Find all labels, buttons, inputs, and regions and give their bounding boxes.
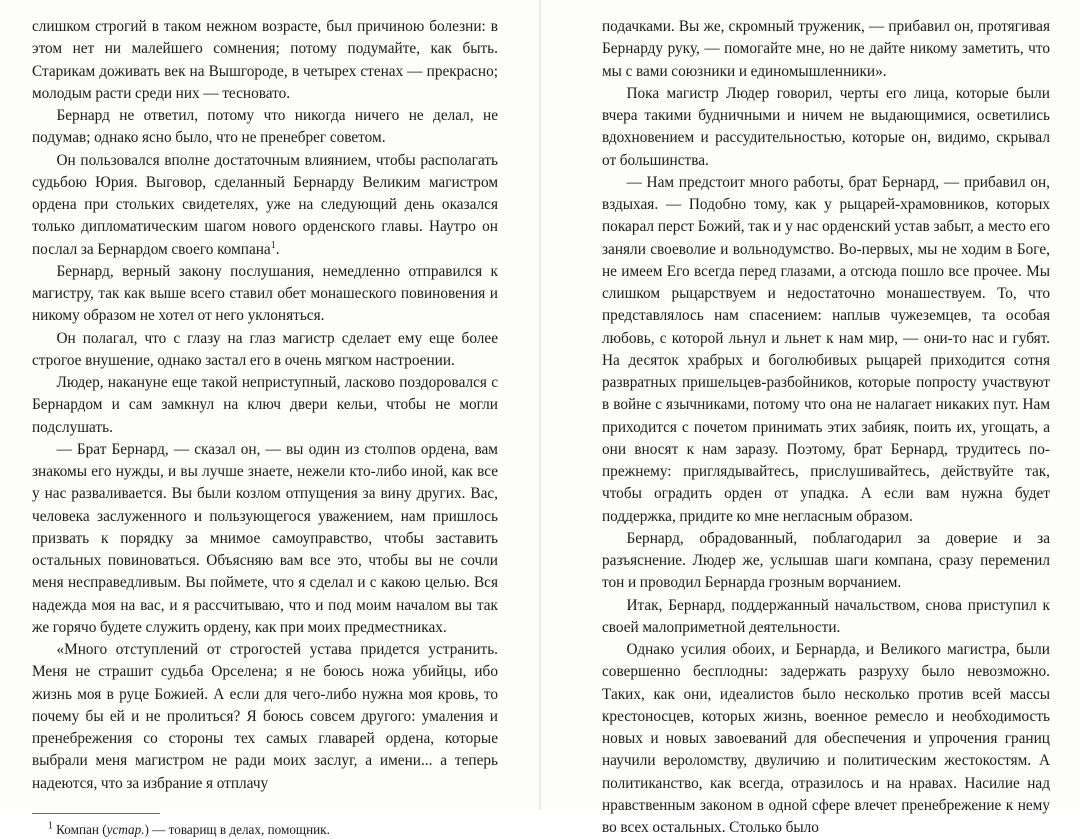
paragraph: Однако усилия обоих, и Бернарда, и Великого магистра, были совершенно бесплодны: задержать разруху было невозможно. Таких, как они, идеалистов было несколько против всей массы крестоносцев, которых жизнь, военное ремесло и необходимость новых и новых завоеваний для обеспечения и упрочения границ научили вероломству, двуличию и политическим жестокостям. А политиканство, как всегда, отразилось и на нравах. Насилие над нравственным законом в одной сфере влечет пренебрежение к нему во всех остальных. Столько было — [602, 641, 1050, 836]
left-column-text — [32, 16, 498, 795]
paragraph: Пока магистр Людер говорил, черты его лица, которые были вчера такими будничными и ничем не выдающимися, осветились вдохновением и рассудительностью, которые он, видимо, скрывал от большинства. — [602, 84, 1050, 169]
paragraph: Итак, Бернард, поддержанный начальством, снова приступил к своей малоприметной деятельности. — [602, 596, 1050, 636]
left-page-column — [0, 0, 540, 837]
paragraph-text: Он пользовался вполне достаточным влиянием, чтобы располагать судьбою Юрия. Выговор, сделанный Бернарду Великим магистром ордена при стольких свидетелях, уже на следующий день оказался только дипломатическим шагом нового орденского главы. Наутро он послал за Бернардом своего компана — [32, 151, 498, 258]
paragraph: слишком строгий в таком нежном возрасте, был причиною болезни: в этом нет ни малейшего сомнения; потому подумайте, как быть. Старикам доживать век на Вышгороде, в четырех стенах — прекрасно; молодым расти среди них — тесновато. — [32, 18, 498, 102]
paragraph: Бернард не ответил, потому что никогда ничего не делал, не подумав; однако ясно было, что не пренебрег советом. — [32, 107, 498, 147]
footnote-text-after: ) — товарищ в делах, помощник. — [144, 821, 330, 837]
footnote-area — [32, 807, 498, 839]
paragraph: — Брат Бернард, — сказал он, — вы один из столпов ордена, вам знакомы его нужды, и вы лучше знаете, нежели кто-либо иной, как все у нас разваливается. Вы были козлом отпущения за вину других. Вас, человека заслуженного и пользующегося уважением, нам пришлось призвать к порядку за мнимое самоуправство, чтобы заставить остальных повиноваться. Объясняю вам все это, чтобы вы не сочли меня несправедливым. Вы поймете, что я сделал и с какою целью. Вся надежда моя на вас, и я рассчитываю, что и под моим началом вы так же горячо будете служить ордену, как при моих предместниках. — [32, 440, 498, 636]
paragraph: Бернард, обрадованный, поблагодарил за доверие и за разъяснение. Людер же, услышав шаги компана, сразу переменил тон и проводил Бернарда грозным ворчанием. — [602, 529, 1050, 592]
paragraph: — Нам предстоит много работы, брат Бернард, — прибавил он, вздыхая. — Подобно тому, как у рыцарей-храмовников, которых покарал перст Божий, так и у нас орденский устав забыт, а место его заняли своеволие и вольнодумство. Во-первых, мы не ходим в Боге, не имеем Его всегда перед глазами, а отсюда пошло все прочее. Мы слишком рыцарствуем и недостаточно монашествуем. То, что представлялось нам спасением: наплыв чужеземцев, та особая любовь, с которой льнул и льнет к нам мир, — они-то нас и губят. На десяток храбрых и боголюбивых рыцарей приходится сотня развратных пришельцев-разбойников, которые попросту участвуют в войне с язычниками, потому что она не налагает никаких пут. Нам приходится с почетом принимать этих забияк, поить их, угощать, а они вносят к нам заразу. Поэтому, брат Бернард, трудитесь по-прежнему: приглядывайтесь, прислушивайтесь, действуйте так, чтобы оградить орден от упадка. А если вам нужна будет поддержка, придите ко мне негласным образом. — [602, 173, 1050, 525]
footnote-reference-marker: 1 — [270, 239, 276, 251]
page-gutter — [539, 0, 541, 810]
paragraph: Он полагал, что с глазу на глаз магистр сделает ему еще более строгое внушение, однако застал его в очень мягком настроении. — [32, 329, 498, 369]
footnote-text — [32, 821, 498, 839]
right-page-column — [540, 0, 1080, 836]
footnote-italic-term: устар. — [106, 821, 145, 837]
right-column-text — [602, 16, 1050, 839]
footnote-separator-rule — [32, 813, 160, 814]
paragraph-with-footnote: Он пользовался вполне достаточным влиянием, чтобы располагать судьбою Юрия. Выговор, сделанный Бернарду Великим магистром ордена при стольких свидетелях, уже на следующий день оказался только дипломатическим шагом нового орденского главы. Наутро он послал за Бернардом своего компана$^1$. — [32, 151, 498, 258]
paragraph: «Много отступлений от строгостей устава придется устранить. Меня не страшит судьба Орселена; я не боюсь ножа убийцы, ибо жизнь моя в руце Божией. А если для чего-либо нужна моя кровь, то почему бы ей и не пролиться? Я боюсь совсем другого: умаления и пренебрежения со стороны тех самых главарей ордена, которые выбрали меня магистром не ради моих заслуг, а имени... а теперь надеются, что за избрание я отплачу — [32, 641, 498, 792]
paragraph: подачками. Вы же, скромный труженик, — прибавил он, протягивая Бернарду руку, — помогайте мне, но не дайте никому заметить, что мы с вами союзники и единомышленники». — [602, 18, 1050, 80]
footnote-number: 1 — [47, 820, 53, 832]
paragraph: Людер, накануне еще такой неприступный, ласково поздоровался с Бернардом и сам замкнул на ключ двери кельи, чтобы не могли подслушать. — [32, 374, 498, 436]
footnote-text-before: Компан ( — [52, 821, 107, 837]
paragraph: Бернард, верный закону послушания, немедленно отправился к магистру, так как выше всего ставил обет монашеского повиновения и никому образом не хотел от него уклоняться. — [32, 262, 498, 325]
